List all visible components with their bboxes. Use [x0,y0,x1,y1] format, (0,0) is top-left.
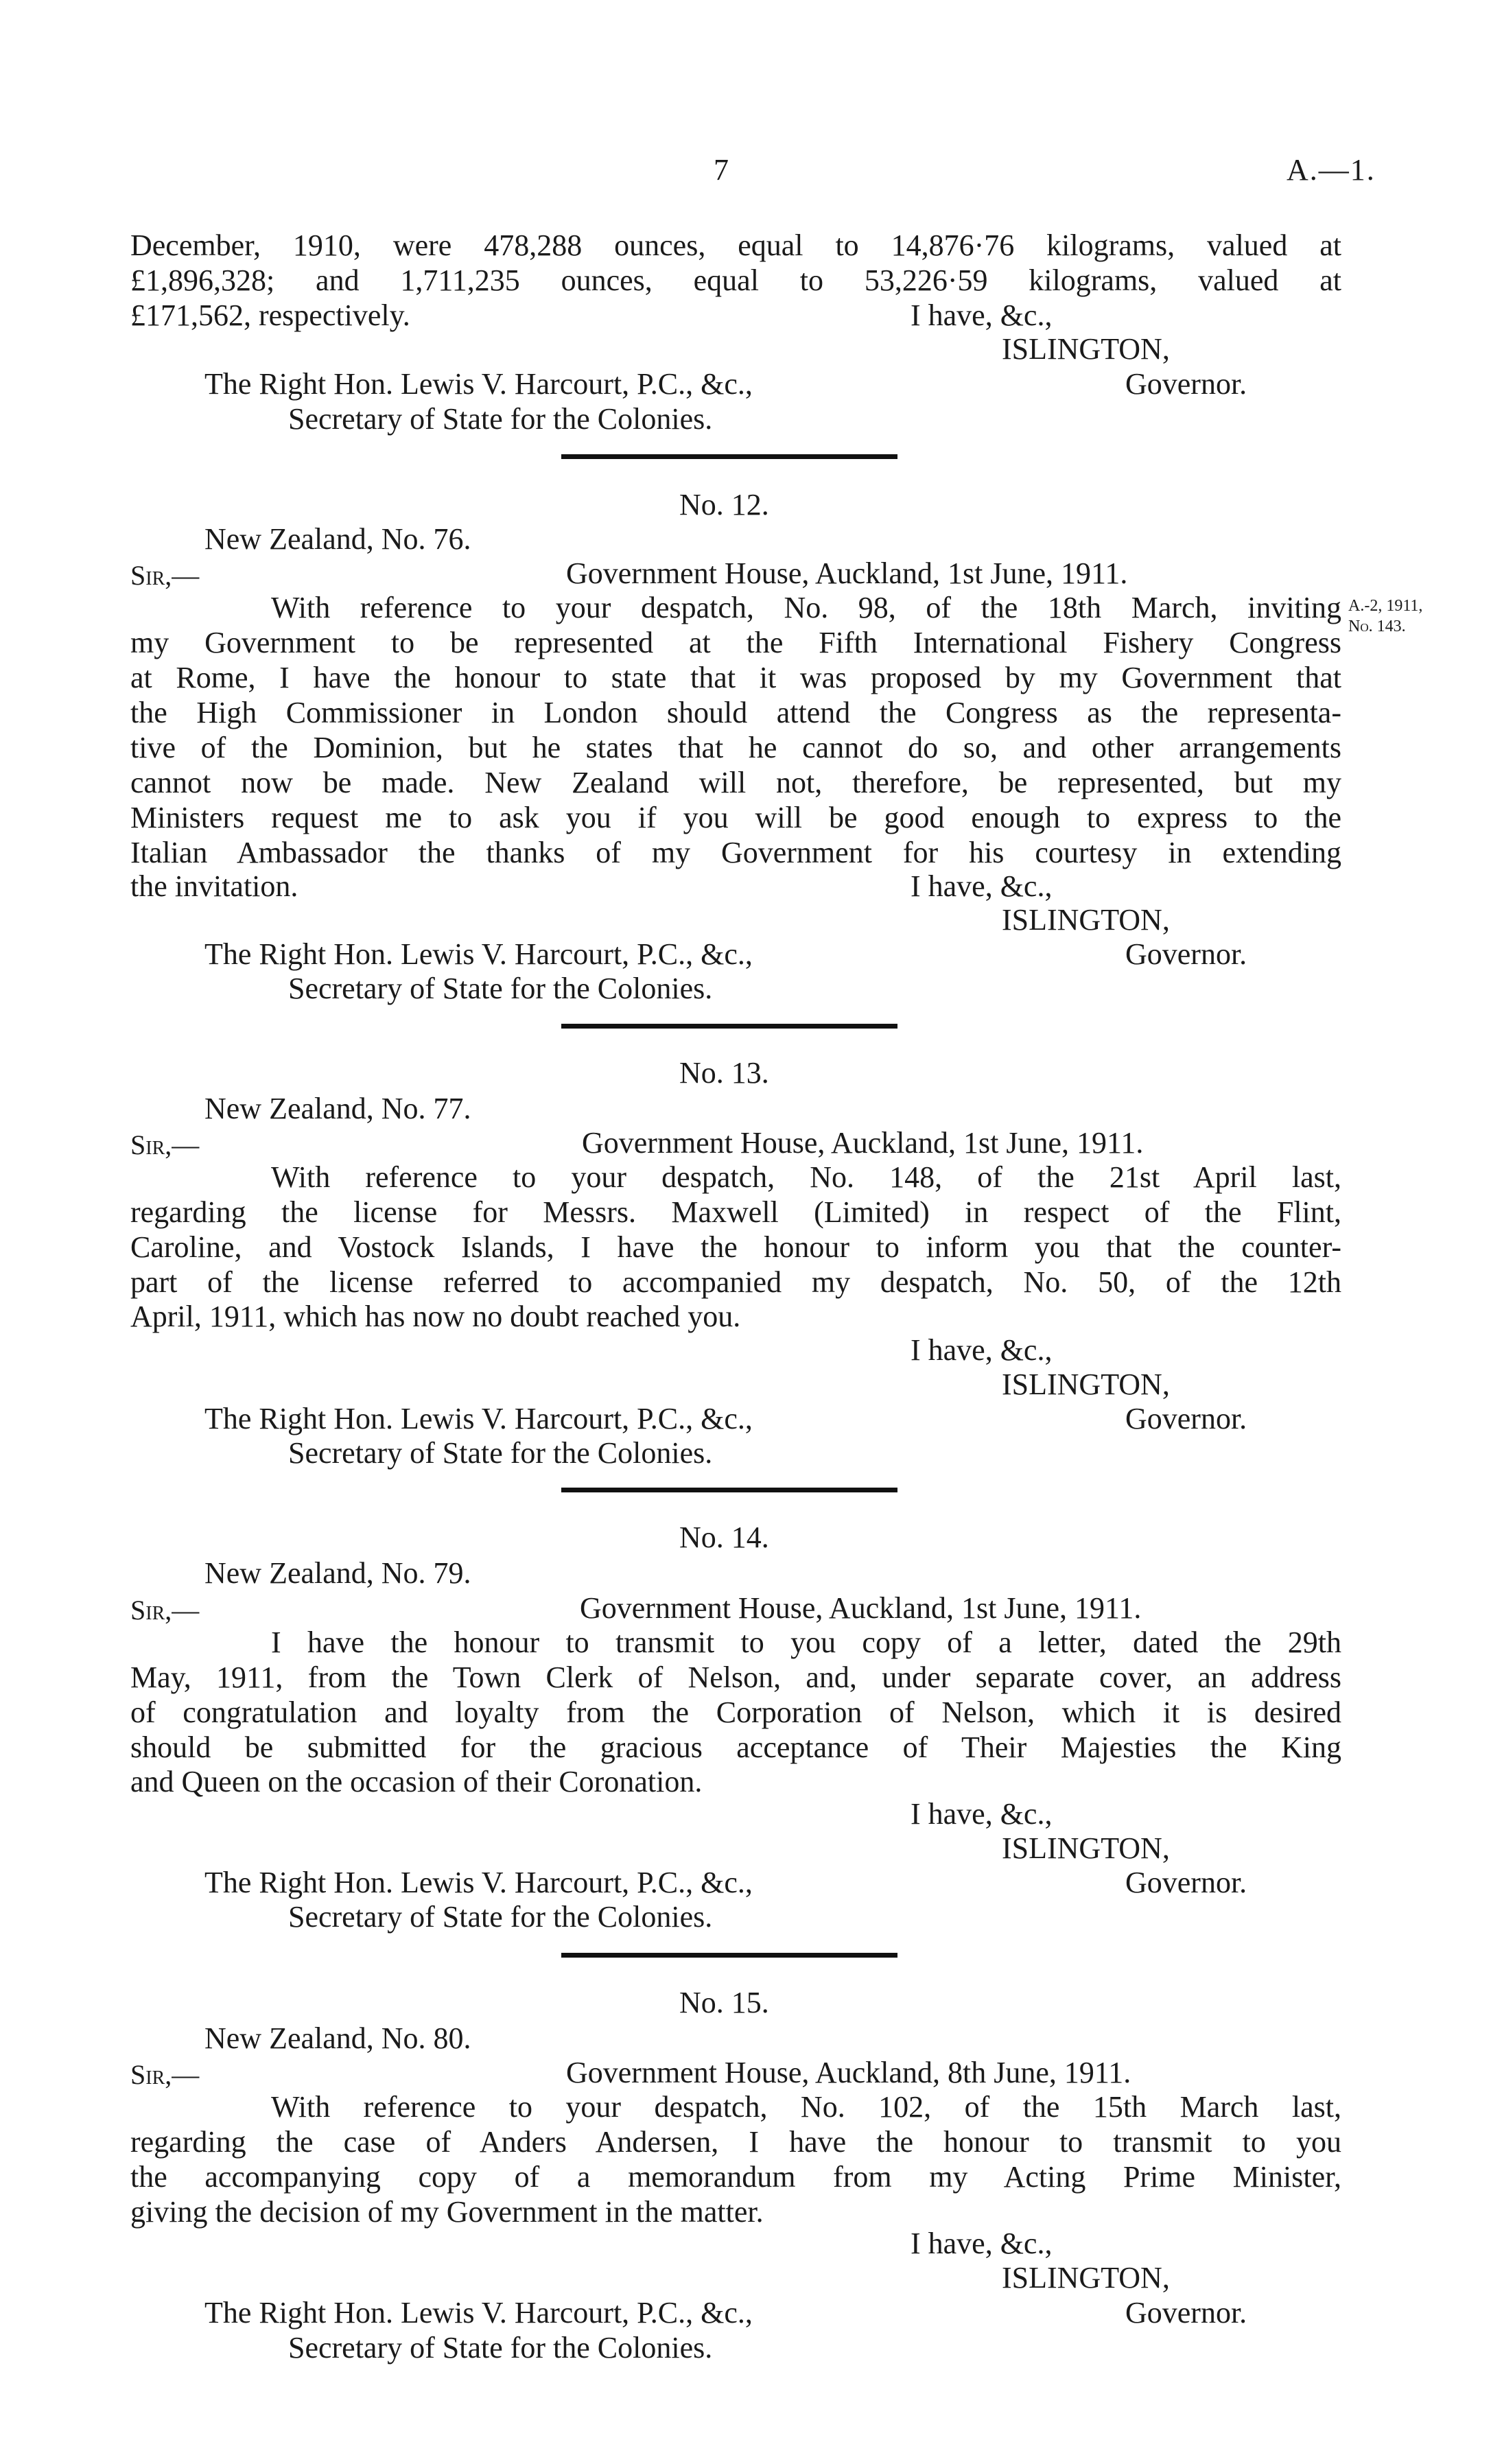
letter-line: tive of the Dominion, but he states that he cannot do so, and other arrangements [130,731,1341,764]
opening-line: December, 1910, were 478,288 ounces, equal to 14,876·76 kilograms, valued at [130,228,1341,262]
closing: I have, &c., [911,2227,1053,2260]
letter-line: Italian Ambassador the thanks of my Government for his courtesy in extending [130,836,1341,869]
opening-line: £1,896,328; and 1,711,235 ounces, equal to 53,226·59 kilograms, valued at [130,263,1341,297]
letter-line: the invitation. [130,869,298,903]
closing: I have, &c., [911,1333,1053,1367]
salutation: Sir,— [130,2059,200,2090]
letter-line: April, 1911, which has now no doubt reached you. [130,1300,741,1333]
letter-reference: New Zealand, No. 80. [204,2021,471,2055]
page-number: 7 [714,153,729,187]
letter-reference: New Zealand, No. 77. [204,1092,471,1125]
opening-line: £171,562, respectively. [130,298,410,332]
section-divider [561,1953,897,1958]
letter-line: part of the license referred to accompanied my despatch, No. 50, of the 12th [130,1265,1341,1299]
addressee-title: Secretary of State for the Colonies. [288,402,713,436]
addressee-title: Secretary of State for the Colonies. [288,1900,713,1934]
letter-reference: New Zealand, No. 79. [204,1556,471,1590]
addressee: The Right Hon. Lewis V. Harcourt, P.C., &c., [204,1402,753,1435]
closing: I have, &c., [911,1797,1053,1831]
addressee: The Right Hon. Lewis V. Harcourt, P.C., &c., [204,367,753,401]
letter-line: With reference to your despatch, No. 98, of the 18th March, inviting [271,591,1341,624]
addressee-title: Secretary of State for the Colonies. [288,972,713,1005]
document-reference: A.—1. [1287,153,1376,187]
letter-number: No. 13. [679,1056,769,1090]
closing: I have, &c., [911,298,1053,332]
signer: ISLINGTON, [1002,903,1170,937]
signer: ISLINGTON, [1002,332,1170,366]
salutation: Sir,— [130,1129,200,1160]
letter-line: regarding the license for Messrs. Maxwell (Limited) in respect of the Flint, [130,1195,1341,1229]
letter-number: No. 14. [679,1521,769,1554]
letter-line: and Queen on the occasion of their Coronation. [130,1765,703,1798]
letter-reference: New Zealand, No. 76. [204,522,471,556]
signer: ISLINGTON, [1002,1831,1170,1865]
letter-number: No. 12. [679,488,769,521]
section-divider [561,1488,897,1492]
margin-note: No. 143. [1348,618,1406,635]
addressee: The Right Hon. Lewis V. Harcourt, P.C., &c., [204,1866,753,1899]
place-date: Government House, Auckland, 8th June, 1911. [566,2056,1131,2089]
letter-line: my Government to be represented at the Fifth International Fishery Congress [130,626,1341,659]
place-date: Government House, Auckland, 1st June, 1911. [580,1591,1142,1625]
letter-line: of congratulation and loyalty from the Corporation of Nelson, which it is desired [130,1696,1341,1729]
signer: ISLINGTON, [1002,1368,1170,1401]
section-divider [561,1024,897,1029]
letter-line: regarding the case of Anders Andersen, I have the honour to transmit to you [130,2125,1341,2159]
salutation: Sir,— [130,560,200,591]
place-date: Government House, Auckland, 1st June, 1911. [582,1126,1144,1160]
letter-line: should be submitted for the gracious acceptance of Their Majesties the King [130,1730,1341,1764]
letter-line: the accompanying copy of a memorandum from my Acting Prime Minister, [130,2160,1341,2194]
letter-line: giving the decision of my Government in the matter. [130,2195,764,2229]
signer-title: Governor. [1125,1866,1247,1899]
addressee-title: Secretary of State for the Colonies. [288,2331,713,2365]
letter-line: the High Commissioner in London should attend the Congress as the representa- [130,696,1341,729]
letter-line: May, 1911, from the Town Clerk of Nelson, and, under separate cover, an address [130,1661,1341,1694]
section-divider [561,454,897,459]
letter-number: No. 15. [679,1986,769,2019]
signer-title: Governor. [1125,367,1247,401]
letter-line: I have the honour to transmit to you copy of a letter, dated the 29th [271,1626,1341,1659]
letter-line: Ministers request me to ask you if you will be good enough to express to the [130,801,1341,834]
salutation: Sir,— [130,1595,200,1626]
addressee: The Right Hon. Lewis V. Harcourt, P.C., &c., [204,2296,753,2330]
signer-title: Governor. [1125,937,1247,971]
letter-line: Caroline, and Vostock Islands, I have the honour to inform you that the counter- [130,1230,1341,1264]
signer-title: Governor. [1125,2296,1247,2330]
letter-line: at Rome, I have the honour to state that it was proposed by my Government that [130,661,1341,694]
addressee-title: Secretary of State for the Colonies. [288,1436,713,1470]
closing: I have, &c., [911,869,1053,903]
signer: ISLINGTON, [1002,2261,1170,2295]
signer-title: Governor. [1125,1402,1247,1435]
letter-line: cannot now be made. New Zealand will not, therefore, be represented, but my [130,766,1341,799]
margin-note: A.-2, 1911, [1348,597,1423,615]
place-date: Government House, Auckland, 1st June, 1911. [566,556,1128,590]
addressee: The Right Hon. Lewis V. Harcourt, P.C., &c., [204,937,753,971]
letter-line: With reference to your despatch, No. 102, of the 15th March last, [271,2090,1341,2124]
letter-line: With reference to your despatch, No. 148, of the 21st April last, [271,1160,1341,1194]
